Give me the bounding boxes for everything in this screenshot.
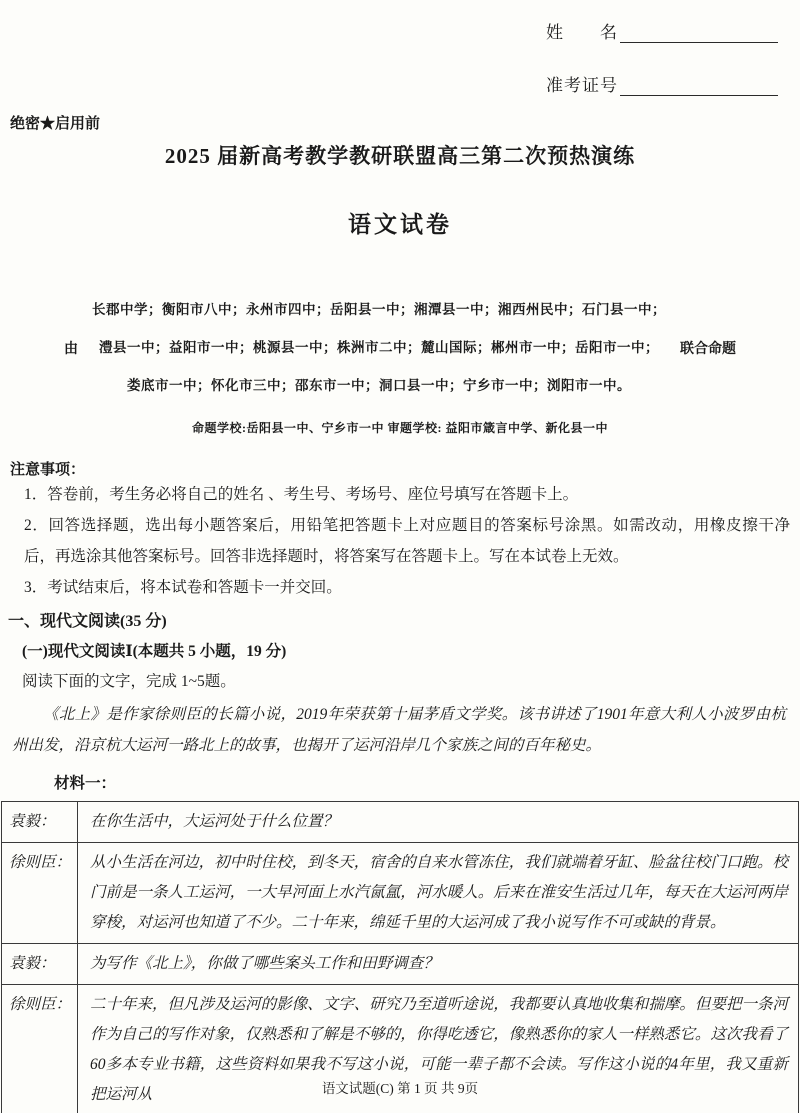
table-row (2, 944, 799, 985)
schools-line-2: 澧县一中；益阳市一中；桃源县一中；株洲市二中；麓山国际；郴州市一中；岳阳市一中； (99, 340, 659, 355)
exam-id-blank-line (620, 75, 778, 96)
schools-line-1: 长郡中学；衡阳市八中；永州市四中；岳阳县一中；湘潭县一中；湘西州民中；石门县一中； (92, 302, 666, 317)
name-blank-line (620, 22, 778, 43)
intro-paragraph: 《北上》是作家徐则臣的长篇小说，2019年荣获第十届茅盾文学奖。该书讲述了1901年意大利人小波罗由杭州出发，沿京杭大运河一路北上的故事，也揭开了运河沿岸几个家族之间的百年秘史。 (12, 706, 786, 754)
schools-line-3: 娄底市一中；怀化市三中；邵东市一中；洞口县一中；宁乡市一中；浏阳市一中。 (127, 378, 631, 393)
section-heading: 一、现代文阅读(35 分) (8, 613, 167, 630)
header-fields (546, 18, 778, 124)
page-footer: 语文试题(C) 第 1 页 共 9页 (321, 1081, 479, 1096)
schools-lines (92, 291, 666, 405)
answer-cell: 为写作《北上》，你做了哪些案头工作和田野调查？ (78, 944, 799, 985)
speaker-cell: 徐则臣： (2, 985, 78, 1113)
material-label: 材料一： (54, 775, 117, 792)
notice-item-3: 3．考试结束后，将本试卷和答题卡一并交回。 (24, 579, 342, 596)
speaker-cell: 徐则臣： (2, 843, 78, 944)
notice-heading: 注意事项： (10, 462, 86, 478)
speaker-cell: 袁毅： (2, 944, 78, 985)
schools-suffix: 联合命题 (680, 342, 736, 357)
schools-block (0, 291, 800, 436)
reading-section (8, 607, 790, 793)
interview-table (1, 801, 799, 1113)
answer-cell: 二十年来，但凡涉及运河的影像、文字、研究乃至道听途说，我都要认真地收集和揣摩。但要把一条河作为自己的写作对象，仅熟悉和了解是不够的，你得吃透它，像熟悉你的家人一样熟悉它。这次我看了60多本专业书籍，这些资料如果我不写这小说，可能一辈子都不会读。写作这小说的4年里，我又重新把运河从 (78, 985, 799, 1113)
name-field (546, 18, 778, 43)
answer-cell: 在你生活中，大运河处于什么位置？ (78, 802, 799, 843)
table-row (2, 802, 799, 843)
answer-cell: 从小生活在河边，初中时住校，到冬天，宿舍的自来水管冻住，我们就端着牙缸、脸盆往校门口跑。校门前是一条人工运河，一大早河面上水汽氤氲，河水暖人。后来在淮安生活过几年，每天在大运河两岸穿梭，对运河也知道了不少。二十年来，绵延千里的大运河成了我小说写作不可或缺的背景。 (78, 843, 799, 944)
secret-label: 绝密★启用前 (10, 116, 101, 132)
name-field-label: 姓 名 (546, 23, 618, 42)
exam-id-field (546, 71, 778, 96)
schools-grid (0, 291, 800, 405)
schools-footer: 命题学校:岳阳县一中、宁乡市一中 审题学校: 益阳市箴言中学、新化县一中 (192, 421, 608, 435)
notice-section (10, 458, 790, 603)
exam-id-field-label: 准考证号 (546, 76, 618, 95)
table-row (2, 843, 799, 944)
section-subheading: (一)现代文阅读Ⅰ(本题共 5 小题，19 分) (22, 643, 287, 660)
subject-title: 语文试卷 (348, 212, 452, 237)
speaker-cell: 袁毅： (2, 802, 78, 843)
schools-prefix: 由 (64, 342, 78, 357)
notice-item-2: 2．回答选择题，选出每小题答案后，用铅笔把答题卡上对应题目的答案标号涂黑。如需改动，用橡皮擦干净后，再选涂其他答案标号。回答非选择题时，将答案写在答题卡上。写在本试卷上无效。 (24, 517, 790, 565)
exam-title: 2025 届新高考教学教研联盟高三第二次预热演练 (164, 144, 636, 168)
notice-item-1: 1．答卷前，考生务必将自己的姓名 、考生号、考场号、座位号填写在答题卡上。 (24, 486, 579, 503)
section-instruction: 阅读下面的文字，完成 1~5题。 (22, 673, 236, 690)
